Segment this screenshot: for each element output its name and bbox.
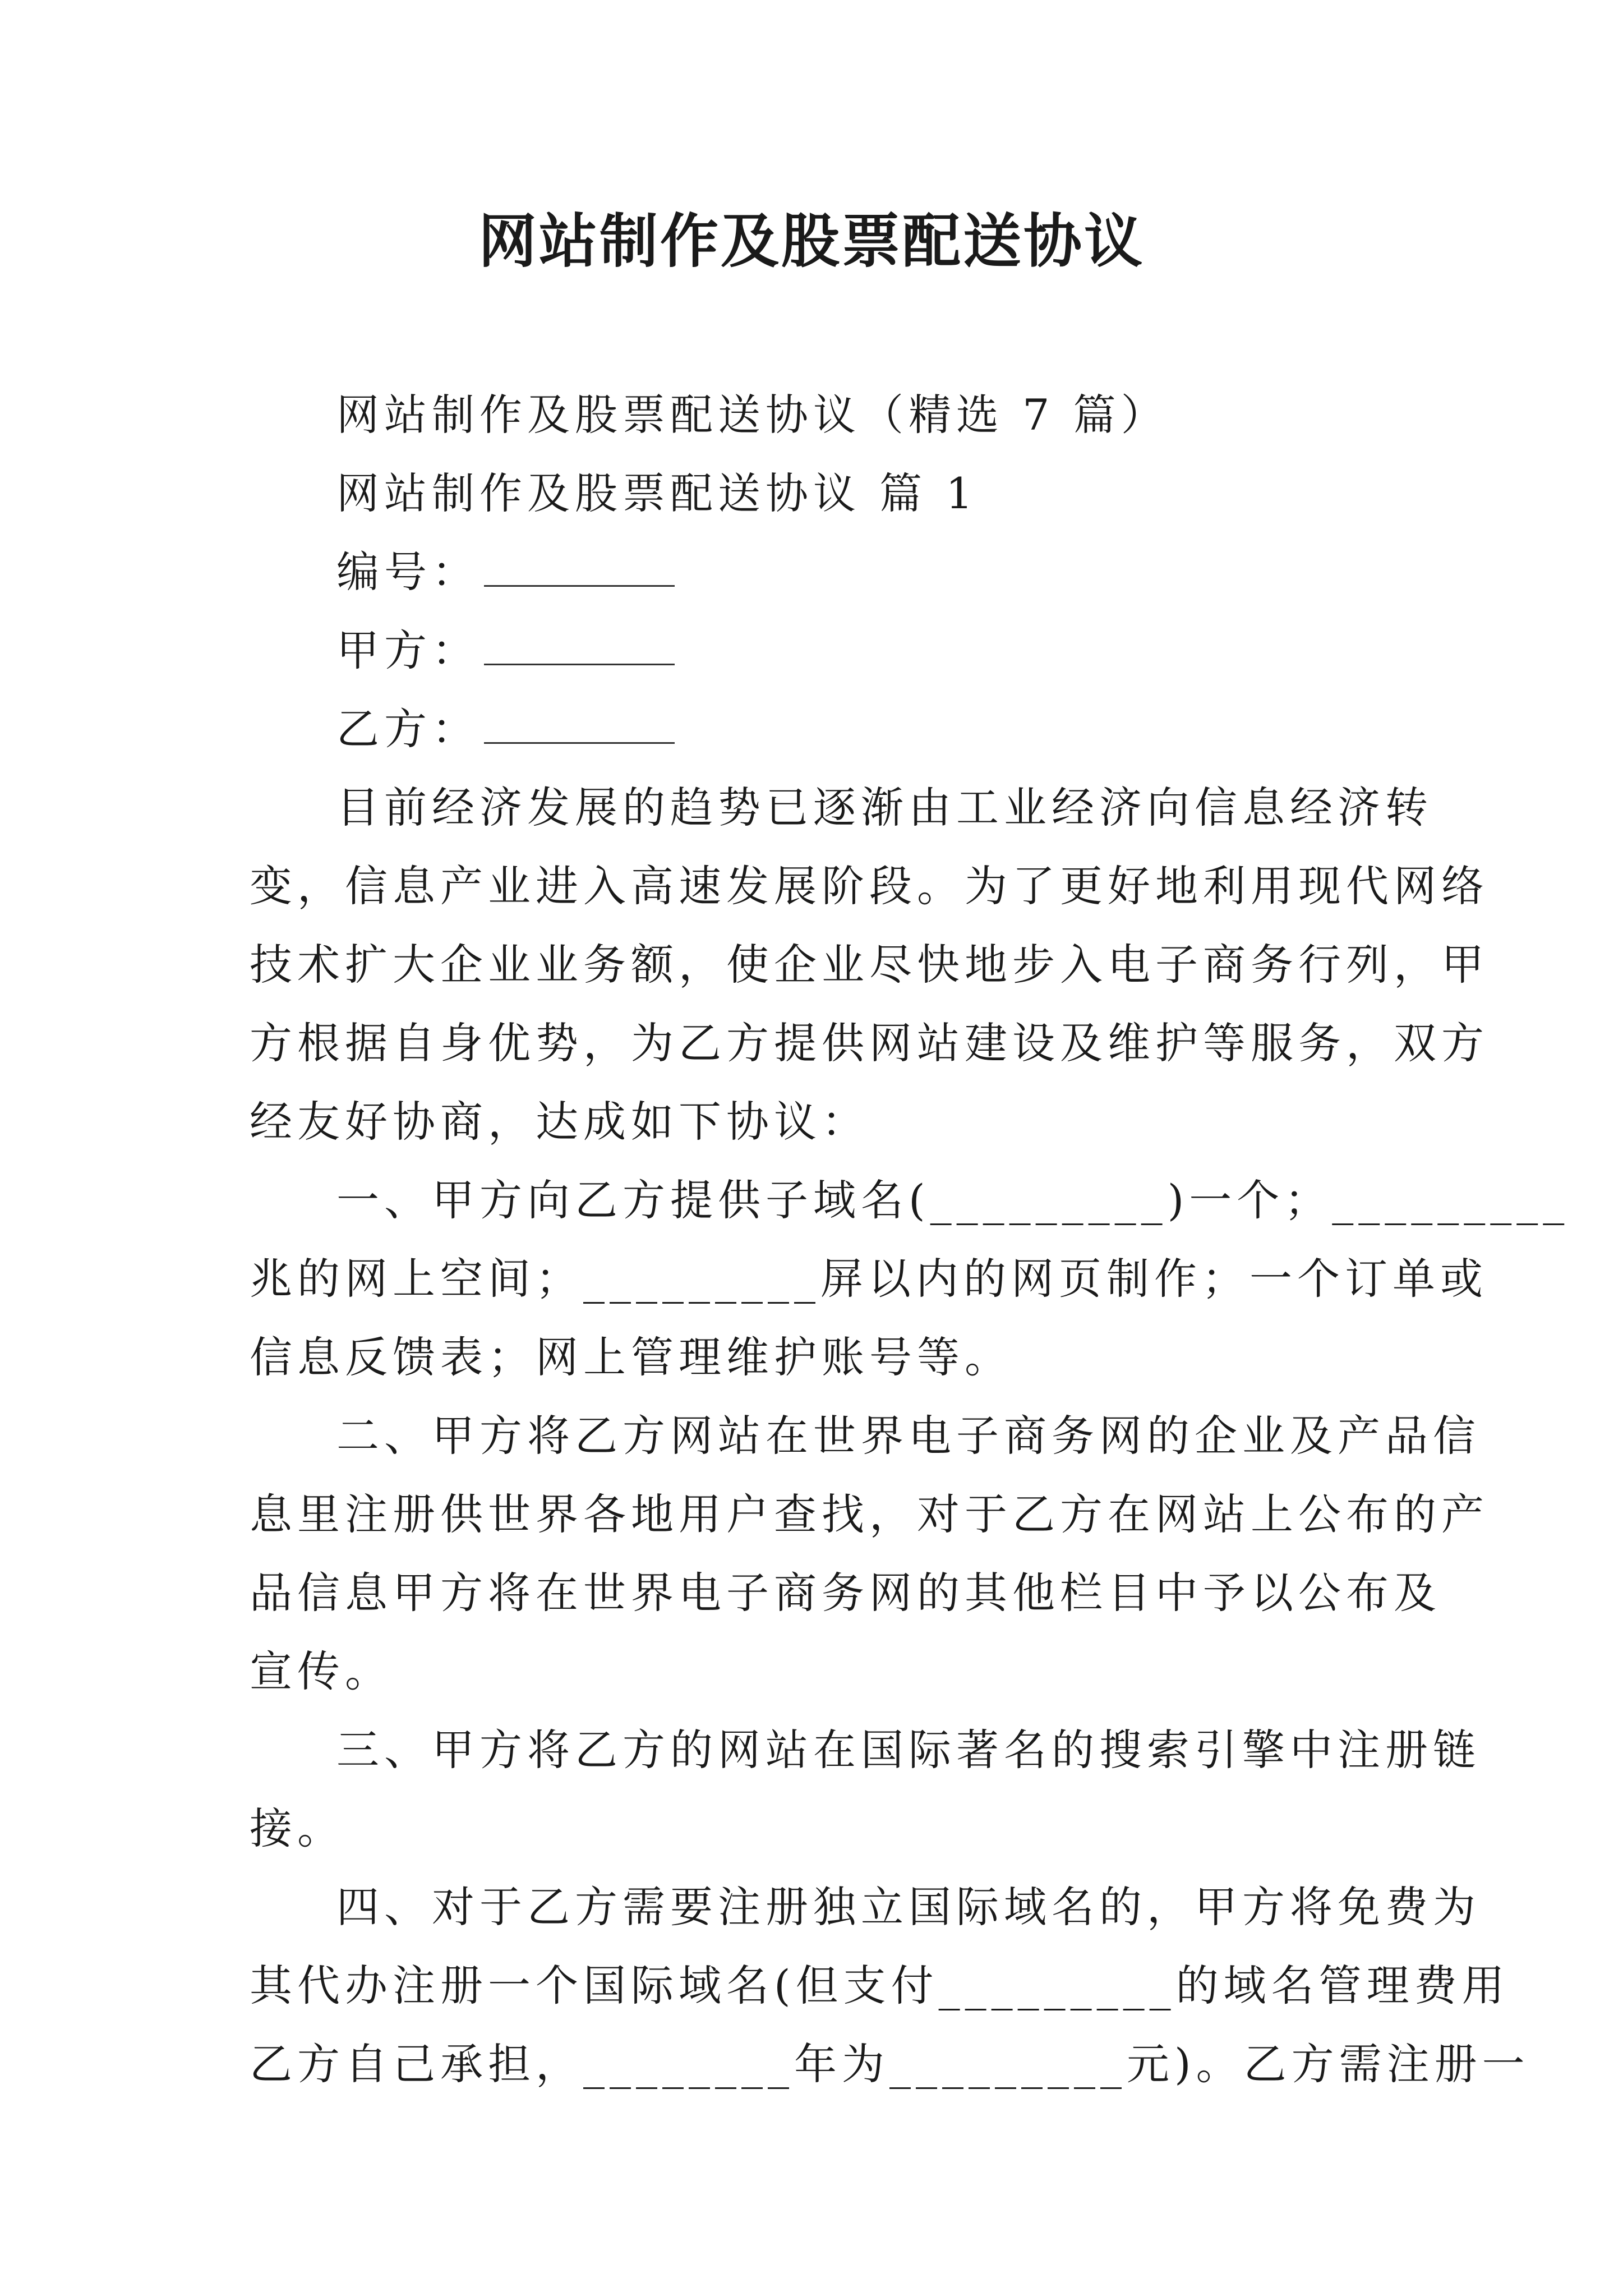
clause3-line: 接。 xyxy=(250,1803,345,1853)
intro-line: 目前经济发展的趋势已逐渐由工业经济向信息经济转 xyxy=(336,783,1433,832)
party-b-label: 乙方： xyxy=(336,704,479,754)
clause1-line: 信息反馈表；网上管理维护账号等。 xyxy=(250,1332,1012,1382)
number-label: 编号： xyxy=(336,547,479,597)
clause3-line: 三、甲方将乙方的网站在国际著名的搜索引擎中注册链 xyxy=(336,1725,1481,1775)
intro-line: 经友好协商，达成如下协议： xyxy=(250,1097,869,1147)
party-b-blank xyxy=(484,702,675,744)
number-field xyxy=(336,544,1475,600)
party-b-field xyxy=(336,701,1475,757)
clause4-line: 四、对于乙方需要注册独立国际域名的，甲方将免费为 xyxy=(336,1882,1481,1932)
intro-line: 变，信息产业进入高速发展阶段。为了更好地利用现代网络 xyxy=(250,861,1489,911)
clause2-line: 品信息甲方将在世界电子商务网的其他栏目中予以公布及 xyxy=(250,1568,1441,1618)
intro-line: 技术扩大企业业务额，使企业尽快地步入电子商务行列，甲 xyxy=(250,940,1489,990)
clause2-line: 宣传。 xyxy=(250,1646,393,1696)
document-subtitle: 网站制作及股票配送协议（精选 7 篇） xyxy=(336,390,1169,440)
clause2-line: 二、甲方将乙方网站在世界电子商务网的企业及产品信 xyxy=(336,1411,1481,1461)
party-a-blank xyxy=(484,623,675,665)
clause4-line: 其代办注册一个国际域名(但支付_________的域名管理费用 xyxy=(250,1961,1510,2010)
number-blank xyxy=(484,545,675,587)
intro-line: 方根据自身优势，为乙方提供网站建设及维护等服务，双方 xyxy=(250,1018,1489,1068)
clause1-line: 兆的网上空间；_________屏以内的网页制作；一个订单或 xyxy=(250,1254,1488,1304)
clause2-line: 息里注册供世界各地用户查找，对于乙方在网站上公布的产 xyxy=(250,1489,1489,1539)
party-a-label: 甲方： xyxy=(336,625,479,675)
clause4-line: 乙方自己承担，________年为_________元)。乙方需注册一 xyxy=(250,2039,1530,2089)
party-a-field xyxy=(336,623,1475,679)
section-heading: 网站制作及股票配送协议 篇 1 xyxy=(336,468,978,518)
clause1-line: 一、甲方向乙方提供子域名(_________)一个；_________ xyxy=(336,1175,1570,1225)
document-title: 网站制作及股票配送协议 xyxy=(478,206,1145,275)
